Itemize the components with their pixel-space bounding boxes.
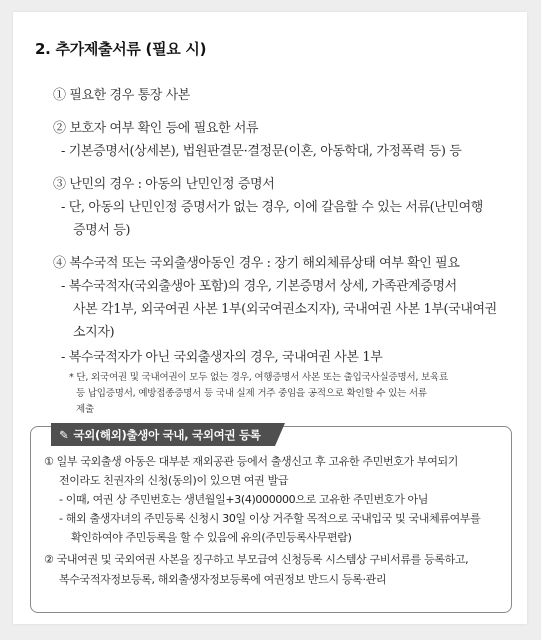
footnote-line-1: * 단, 외국여권 및 국내여권이 모두 없는 경우, 여행증명서 사본 또는 출입국사실증명서, 보육료 — [69, 372, 448, 383]
item-text: 보호자 여부 확인 등에 필요한 서류 — [69, 121, 259, 136]
info-box-line-1: ① 일부 국외출생 아동은 대부분 재외공관 등에서 출생신고 후 고유한 주민번호가 부여되기 — [44, 455, 459, 468]
item-4 — [53, 252, 460, 271]
item-3-detail: - 단, 아동의 난민인정 증명서가 없는 경우, 이에 갈음할 수 있는 서류(난민여행 — [61, 200, 483, 215]
item-marker: ③ — [53, 177, 66, 192]
document-page — [13, 12, 527, 624]
info-box-line-6: ② 국내여권 및 국외여권 사본을 징구하고 부모급여 신청등록 시스템상 구비서류를 등록하고, — [44, 553, 469, 566]
item-3 — [53, 173, 274, 192]
item-text: 복수국적 또는 국외출생아동인 경우 : 장기 해외체류상태 여부 확인 필요 — [69, 256, 460, 271]
item-2 — [53, 117, 258, 136]
pencil-icon: ✎ — [59, 427, 69, 442]
info-box-line-2: 전이라도 친권자의 신청(동의)이 있으면 여권 발급 — [59, 474, 289, 487]
info-box-title: 국외(해외)출생아 국내, 국외여권 등록 — [73, 427, 261, 442]
info-box-line-7: 복수국적자정보등록, 해외출생자정보등록에 여권정보 반드시 등록·관리 — [59, 573, 387, 586]
item-marker: ① — [53, 88, 66, 103]
item-3-detail-cont: 증명서 등) — [73, 223, 131, 238]
info-box-line-3: - 이때, 여권 상 주민번호는 생년월일+3(4)000000으로 고유한 주민번호가 아님 — [59, 493, 429, 506]
info-box-tab — [51, 423, 275, 446]
item-4-detail-a: - 복수국적자(국외출생아 포함)의 경우, 기본증명서 상세, 가족관계증명서 — [61, 279, 457, 294]
item-marker: ② — [53, 121, 66, 136]
footnote-line-2: 등 납입증명서, 예방접종증명서 등 국내 실제 거주 중임을 공적으로 확인할 수 있는 서류 — [76, 388, 427, 399]
item-1 — [53, 84, 190, 103]
item-text: 난민의 경우 : 아동의 난민인정 증명서 — [69, 177, 275, 192]
info-box-line-5: 확인하여야 주민등록을 할 수 있음에 유의(주민등록사무편람) — [71, 531, 352, 544]
item-4-detail-a-cont1: 사본 각1부, 외국여권 사본 1부(외국여권소지자), 국내여권 사본 1부(국내여권 — [73, 302, 497, 317]
item-2-detail: - 기본증명서(상세본), 법원판결문·결정문(이혼, 아동학대, 가정폭력 등) 등 — [61, 144, 462, 159]
item-4-detail-b: - 복수국적자가 아닌 국외출생자의 경우, 국내여권 사본 1부 — [61, 350, 383, 365]
footnote-line-3: 제출 — [76, 404, 94, 415]
info-box-line-4: - 해외 출생자녀의 주민등록 신청시 30일 이상 거주할 목적으로 국내입국 및 국내체류여부를 — [59, 512, 481, 525]
info-box — [30, 426, 512, 613]
item-marker: ④ — [53, 256, 66, 271]
item-4-detail-a-cont2: 소지자) — [73, 325, 115, 340]
item-text: 필요한 경우 통장 사본 — [69, 88, 190, 103]
section-title: 2. 추가제출서류 (필요 시) — [35, 40, 207, 58]
